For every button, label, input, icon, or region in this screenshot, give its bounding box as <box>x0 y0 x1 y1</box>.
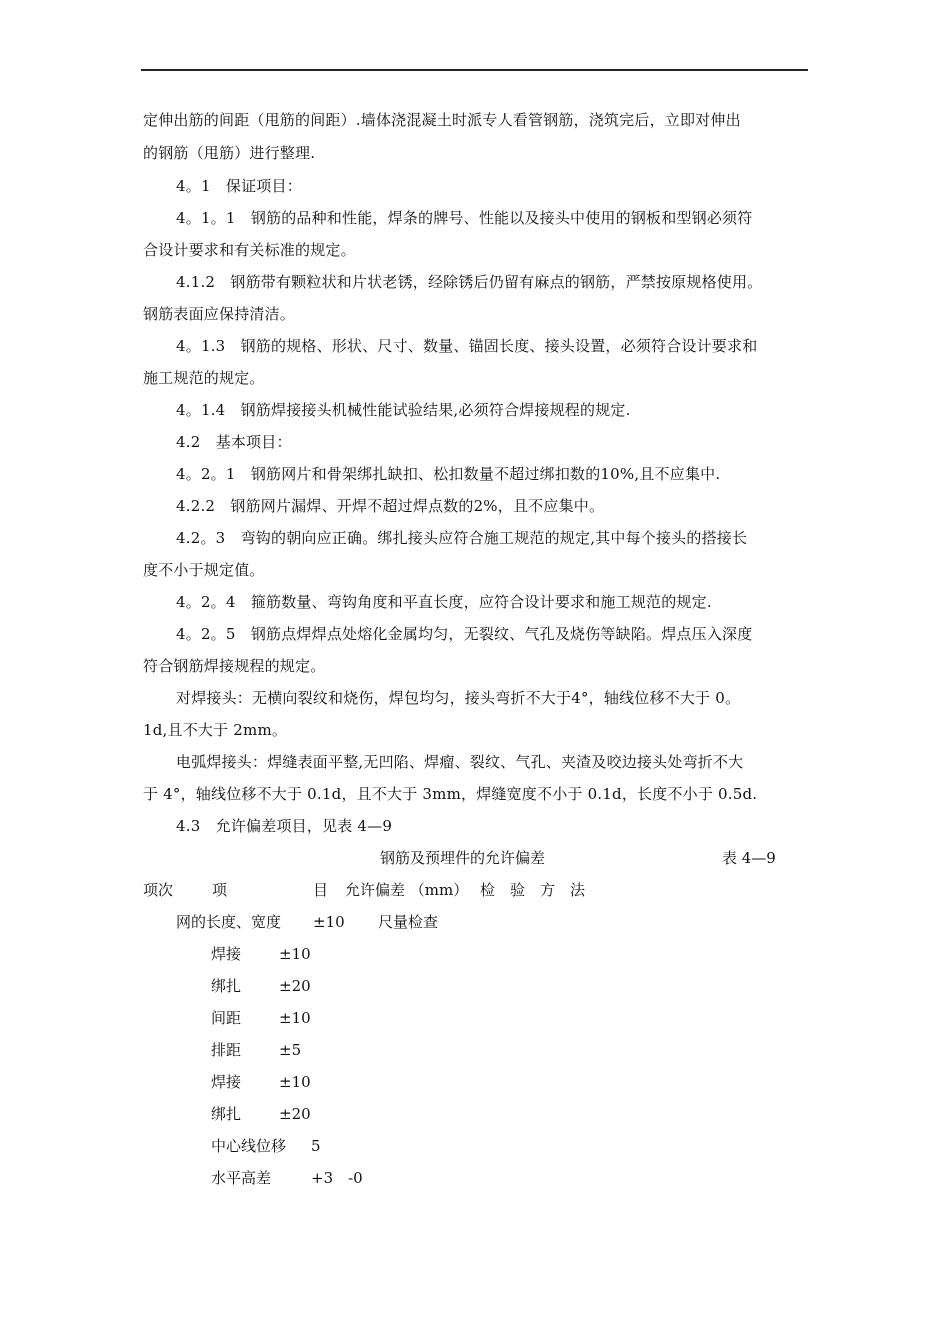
paragraph-line: 定伸出筋的间距（甩筋的间距）.墙体浇混凝土时派专人看管钢筋，浇筑完后，立即对伸出 <box>143 111 741 129</box>
table-cell-tolerance: ±5 <box>279 1041 302 1059</box>
table-cell-tolerance: 5 <box>311 1137 321 1155</box>
paragraph-line: 于 4°，轴线位移不大于 0.1d，且不大于 3mm，焊缝宽度不小于 0.1d，长度不小于 0.5d. <box>143 785 758 803</box>
table-header-cell: 允许偏差 （mm） <box>345 881 469 899</box>
table-caption: 钢筋及预埋件的允许偏差 <box>380 849 546 867</box>
paragraph-line: 对焊接头：无横向裂纹和烧伤，焊包均匀，接头弯折不大于4°，轴线位移不大于 0。 <box>176 689 741 707</box>
table-header-cell: 项次 <box>143 881 174 899</box>
section-heading: 4.2 基本项目： <box>176 433 292 451</box>
table-cell-tolerance: +3 -0 <box>311 1169 363 1187</box>
paragraph-line: 4。1.3 钢筋的规格、形状、尺寸、数量、锚固长度、接头设置，必须符合设计要求和 <box>176 337 758 355</box>
paragraph-line: 合设计要求和有关标准的规定。 <box>143 241 356 259</box>
table-cell-item: 排距 <box>211 1041 242 1059</box>
table-header-cell: 项 <box>212 881 228 899</box>
table-cell-item: 间距 <box>211 1009 242 1027</box>
paragraph-line: 的钢筋（甩筋）进行整理. <box>143 144 316 162</box>
paragraph-line: 4。1.4 钢筋焊接接头机械性能试验结果,必须符合焊接规程的规定. <box>176 401 631 419</box>
table-cell-tolerance: ±10 <box>279 1009 311 1027</box>
section-heading: 4.3 允许偏差项目，见表 4—9 <box>176 817 393 835</box>
table-cell-tolerance: ±20 <box>279 1105 311 1123</box>
paragraph-line: 施工规范的规定。 <box>143 369 265 387</box>
table-cell-item: 焊接 <box>211 1073 242 1091</box>
table-cell-item: 绑扎 <box>211 977 242 995</box>
paragraph-line: 4。1。1 钢筋的品种和性能，焊条的牌号、性能以及接头中使用的钢板和型钢必须符 <box>176 209 753 227</box>
paragraph-line: 符合钢筋焊接规程的规定。 <box>143 657 326 675</box>
table-cell-method: 尺量检查 <box>378 913 439 931</box>
table-header-cell: 目 <box>313 881 329 899</box>
paragraph-line: 4。2。5 钢筋点焊焊点处熔化金属均匀，无裂纹、气孔及烧伤等缺陷。焊点压入深度 <box>176 625 753 643</box>
table-cell-item: 网的长度、宽度 <box>176 913 282 931</box>
table-cell-item: 焊接 <box>211 945 242 963</box>
table-cell-tolerance: ±10 <box>279 1073 311 1091</box>
table-cell-tolerance: ±10 <box>313 913 345 931</box>
paragraph-line: 4.2.2 钢筋网片漏焊、开焊不超过焊点数的2%，且不应集中。 <box>176 497 605 515</box>
header-rule <box>141 69 808 71</box>
paragraph-line: 钢筋表面应保持清洁。 <box>143 305 296 323</box>
paragraph-line: 4.1.2 钢筋带有颗粒状和片状老锈，经除锈后仍留有麻点的钢筋，严禁按原规格使用。 <box>176 273 763 291</box>
paragraph-line: 1d,且不大于 2mm。 <box>143 721 288 739</box>
paragraph-line: 度不小于规定值。 <box>143 561 265 579</box>
table-header-cell: 检 验 方 法 <box>480 881 586 899</box>
table-cell-tolerance: ±10 <box>279 945 311 963</box>
table-cell-item: 水平高差 <box>211 1169 272 1187</box>
paragraph-line: 4.2。3 弯钩的朝向应正确。绑扎接头应符合施工规范的规定,其中每个接头的搭接长 <box>176 529 748 547</box>
paragraph-line: 电弧焊接头：焊缝表面平整,无凹陷、焊瘤、裂纹、气孔、夹渣及咬边接头处弯折不大 <box>176 753 744 771</box>
table-cell-item: 中心线位移 <box>211 1137 287 1155</box>
paragraph-line: 4。2。1 钢筋网片和骨架绑扎缺扣、松扣数量不超过绑扣数的10%,且不应集中. <box>176 465 721 483</box>
table-number: 表 4—9 <box>722 849 776 867</box>
table-cell-item: 绑扎 <box>211 1105 242 1123</box>
table-cell-tolerance: ±20 <box>279 977 311 995</box>
section-heading: 4。1 保证项目： <box>176 177 302 195</box>
paragraph-line: 4。2。4 箍筋数量、弯钩角度和平直长度，应符合设计要求和施工规范的规定. <box>176 593 712 611</box>
